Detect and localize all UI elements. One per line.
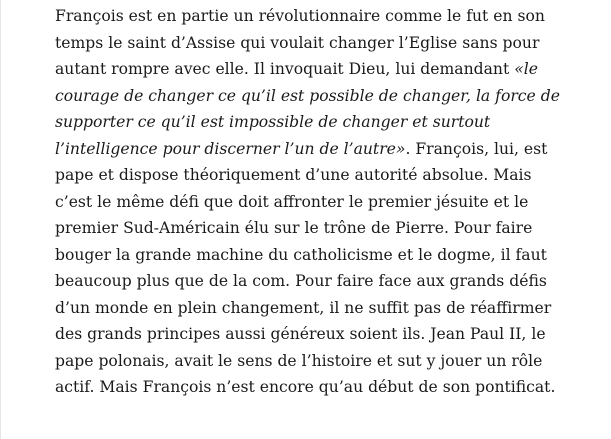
paragraph-line-12: d’un monde en plein changement, il ne suffit pas de réaffirmer: [55, 298, 552, 317]
paragraph-line-11: beaucoup plus que de la com. Pour faire face aux grands défis: [55, 272, 547, 290]
paragraph-line-15: actif. Mais François n’est encore qu’au début de son pontificat.: [55, 378, 556, 396]
page-left-border: [0, 0, 1, 439]
quote-start: «le: [514, 60, 538, 78]
paragraph-line-9: premier Sud-Américain élu sur le trône de Pierre. Pour faire: [55, 219, 533, 237]
paragraph-line-2: temps le saint d’Assise qui voulait changer l’Eglise sans pour: [55, 33, 540, 52]
paragraph-line-7: pape et dispose théoriquement d’une autorité absolue. Mais: [55, 166, 532, 184]
paragraph-line-10: bouger la grande machine du catholicisme et le dogme, il faut: [55, 245, 547, 264]
paragraph-line-6: l’intelligence pour discerner l’un de l’autre». François, lui, est: [55, 139, 548, 158]
quote-text: supporter ce qu’il est impossible de changer et surtout: [55, 113, 491, 131]
paragraph-line-14: pape polonais, avait le sens de l’histoire et sut y jouer un rôle: [55, 351, 543, 370]
article-paragraph: [55, 3, 599, 401]
paragraph-line-1: François est en partie un révolutionnaire comme le fut en son: [55, 7, 545, 25]
paragraph-line-8: c’est le même défi que doit affronter le premier jésuite et le: [55, 192, 529, 211]
quote-text: courage de changer ce qu’il est possible de changer, la force de: [55, 86, 560, 105]
quote-end: l’intelligence pour discerner l’un de l’autre»: [55, 139, 406, 158]
paragraph-line-13: des grands principes aussi généreux soient ils. Jean Paul II, le: [55, 325, 546, 343]
paragraph-line-4: [55, 83, 599, 110]
paragraph-line-3: autant rompre avec elle. Il invoquait Dieu, lui demandant «le: [55, 60, 538, 78]
paragraph-line-5: [55, 109, 599, 136]
